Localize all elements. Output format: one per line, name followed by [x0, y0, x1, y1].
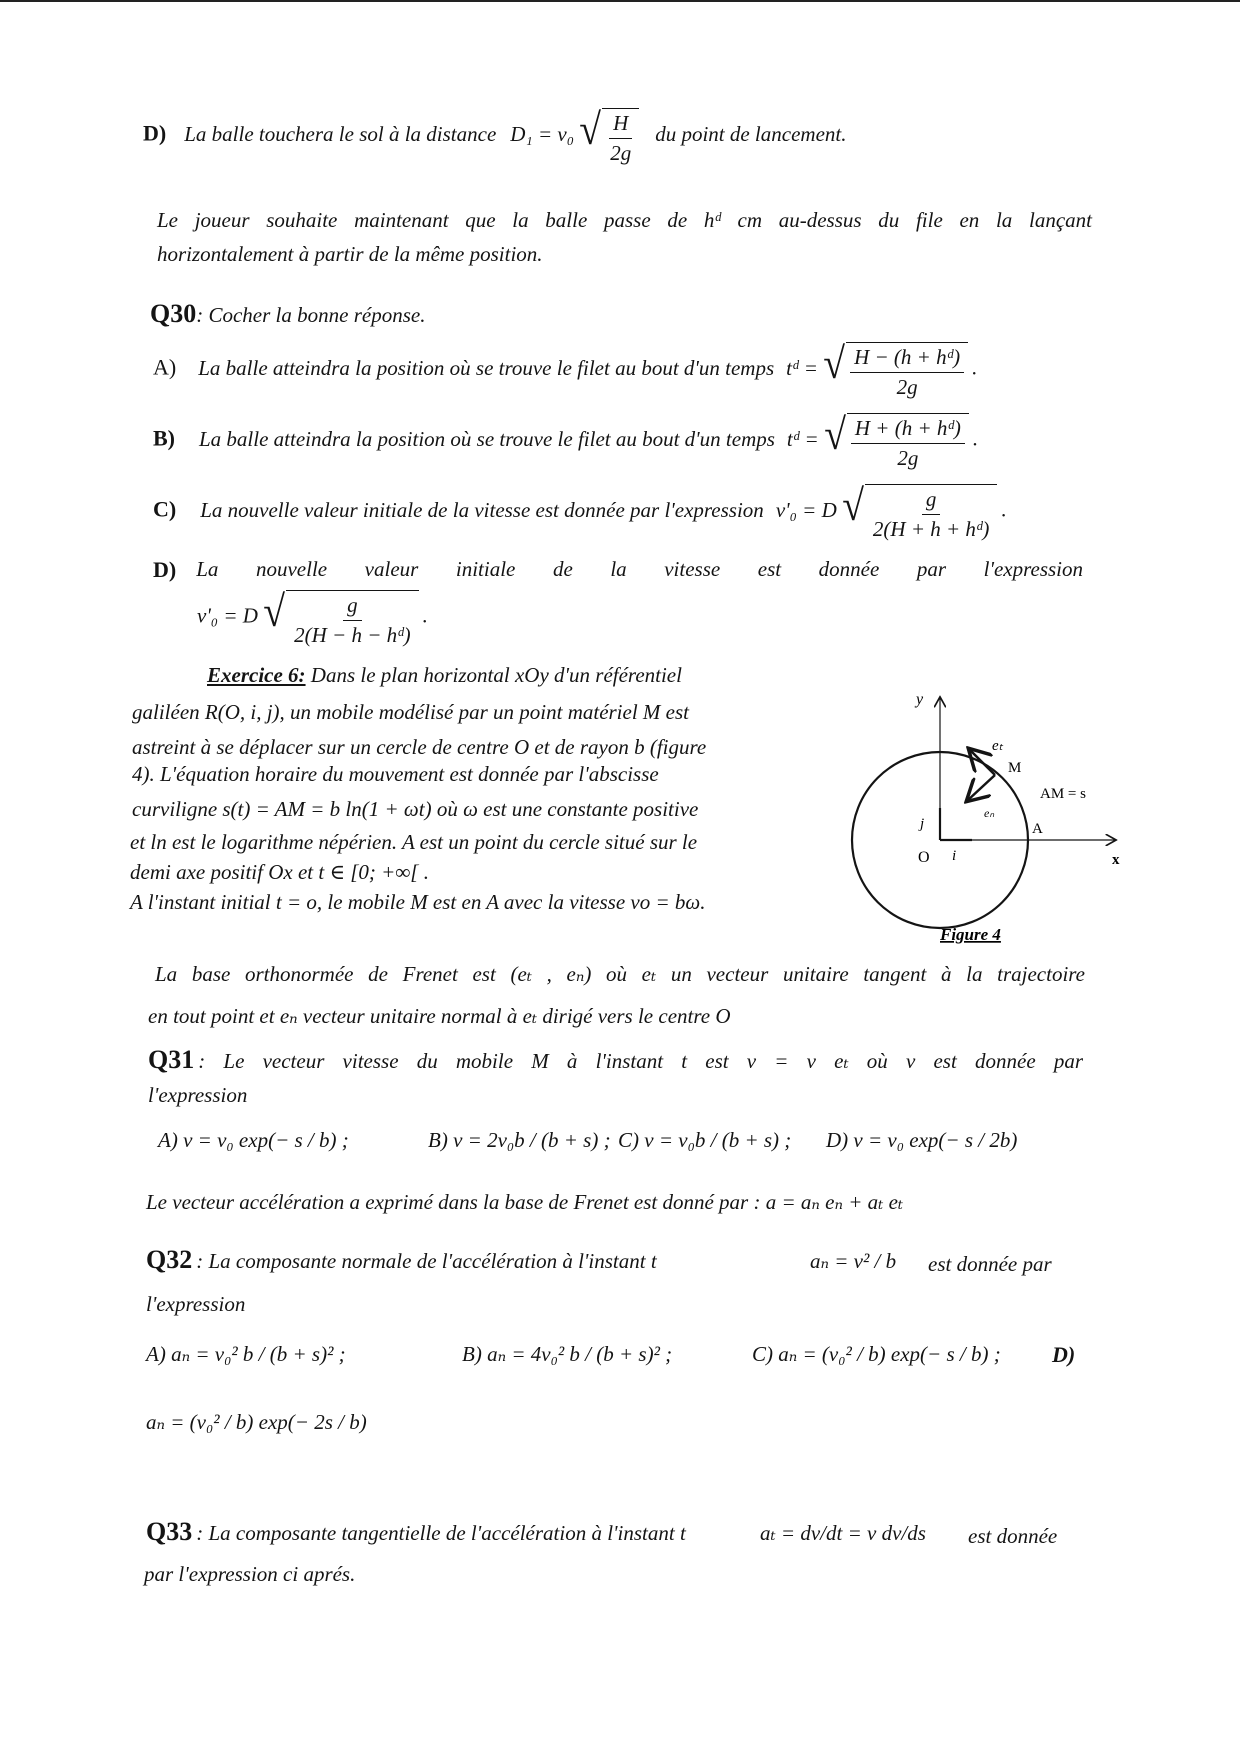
option-text-after: du point de lancement.: [655, 121, 847, 146]
formula-lhs: tᵈ =: [786, 426, 819, 451]
q29-option-d: [143, 105, 847, 166]
q33-tail: est donnée: [968, 1524, 1058, 1548]
formula-denominator: 2g: [610, 141, 632, 165]
question-text: : La composante tangentielle de l'accélération à l'instant t: [196, 1521, 686, 1545]
label-a: A: [1032, 821, 1043, 837]
formula-denominator: 2g: [896, 375, 918, 399]
q30-option-d-formula: v'₀ = D √ $\frac{g}{\text{2(H − h − hᵈ)}}$ .: [197, 587, 428, 647]
option-label: B): [153, 425, 175, 451]
q33-heading: [146, 1517, 686, 1547]
q30-option-d: [153, 557, 1083, 583]
intro-line-1: Le joueur souhaite maintenant que la balle passe de hᵈ cm au-dessus du file en la lançant: [157, 208, 1092, 232]
formula-denominator: 2(H + h + hᵈ): [872, 517, 990, 541]
label-m: M: [1008, 760, 1022, 776]
q31-heading: [148, 1045, 1083, 1075]
q30-option-a: A) La balle atteindra la position où se trouve le filet au bout d'un temps tᵈ = √ $\frac{\text{H − (h + hᵈ)}}{2g}$ .: [153, 339, 978, 399]
sqrt-formula: √ $\frac{g}{\text{2(H + h + hᵈ)}}$: [841, 484, 998, 542]
formula-lhs: tᵈ =: [786, 355, 818, 380]
frenet-paragraph: [155, 962, 1085, 987]
exercise-line-2: galiléen R(O, i, j), un mobile modélisé par un point matériel M est: [132, 700, 689, 724]
q30-option-b: B) La balle atteindra la position où se trouve le filet au bout d'un temps tᵈ = √ $\frac{\text{H + (h + hᵈ)}}{2g}$ .: [153, 410, 979, 470]
exercise6-title-line: [207, 663, 682, 688]
sqrt-formula: √ $\frac{\text{H + (h + hᵈ)}}{2g}$: [823, 413, 969, 471]
question-number: Q30: [150, 299, 197, 328]
sqrt-formula: √ $\frac{g}{\text{2(H − h − hᵈ)}}$: [262, 590, 419, 648]
exercise-title: Exercice 6:: [207, 663, 306, 687]
q31-option-a: A) v = v₀ exp(− s / b) ;: [158, 1128, 349, 1152]
formula-numerator: H: [609, 111, 632, 139]
normal-vector-en: [968, 775, 995, 800]
q32-option-d-label: D): [1052, 1342, 1076, 1367]
frenet-line-2: en tout point et eₙ vecteur unitaire normal à eₜ dirigé vers le centre O: [148, 1004, 731, 1028]
q33-line-2: par l'expression ci aprés.: [144, 1562, 356, 1586]
q32-heading: [146, 1245, 657, 1275]
formula-numerator: H + (h + hᵈ): [851, 416, 965, 444]
option-text: La balle touchera le sol à la distance: [184, 121, 497, 146]
formula-lhs: v'₀ = D: [197, 603, 258, 628]
question-number: Q32: [146, 1245, 193, 1274]
label-j: j: [920, 816, 925, 832]
q32-option-a: A) aₙ = v₀² b / (b + s)² ;: [146, 1342, 346, 1366]
q31-option-b: B) v = 2v₀b / (b + s) ;: [428, 1128, 611, 1152]
q32-option-b: B) aₙ = 4v₀² b / (b + s)² ;: [462, 1342, 673, 1366]
label-et: eₜ: [992, 738, 1004, 754]
option-text: La nouvelle valeur initiale de la vitesse est donnée par l'expression: [200, 497, 764, 522]
label-o: O: [918, 849, 930, 866]
formula-numerator: g: [922, 487, 941, 515]
label-x: x: [1112, 852, 1120, 868]
top-border-line: [0, 0, 1240, 2]
exercise-line-1: Dans le plan horizontal xOy d'un référentiel: [310, 663, 682, 687]
label-en: eₙ: [984, 806, 995, 820]
frenet-line-1: La base orthonormée de Frenet est (eₜ , eₙ) où eₜ un vecteur unitaire tangent à la trajectoire: [155, 962, 1085, 986]
exercise-line-7: demi axe positif Ox et t ∈ [0; +∞[ .: [130, 860, 429, 884]
q31-line-2: l'expression: [148, 1083, 248, 1107]
intro-line-2: horizontalement à partir de la même position.: [157, 242, 543, 266]
q31-option-d: D) v = v₀ exp(− s / 2b): [826, 1128, 1018, 1152]
question-prompt: : Cocher la bonne réponse.: [196, 303, 426, 327]
option-label: D): [153, 557, 177, 582]
sqrt-formula: √ $\frac{\text{H − (h + hᵈ)}}{2g}$: [822, 342, 968, 400]
formula-lhs: v'₀ = D: [775, 497, 837, 522]
q32-tail: est donnée par: [928, 1252, 1052, 1276]
option-label: D): [143, 120, 167, 146]
q32-line-2: l'expression: [146, 1292, 246, 1316]
exercise-line-6: et ln est le logarithme népérien. A est un point du cercle situé sur le: [130, 830, 698, 854]
exercise-line-5: curviligne s(t) = AM = b ln(1 + ωt) où ω est une constante positive: [132, 797, 699, 821]
formula-numerator: H − (h + hᵈ): [850, 345, 964, 373]
option-text: La nouvelle valeur initiale de la vitesse est donnée par l'expression: [196, 557, 1083, 581]
q32-option-d: aₙ = (v₀² / b) exp(− 2s / b): [146, 1410, 367, 1434]
q31-option-c: C) v = v₀b / (b + s) ;: [618, 1128, 792, 1152]
question-number: Q33: [146, 1517, 193, 1546]
acceleration-paragraph: Le vecteur accélération a exprimé dans la base de Frenet est donné par : a = aₙ eₙ + aₜ eₜ: [146, 1190, 904, 1214]
question-number: Q31: [148, 1045, 195, 1074]
exercise-line-8: A l'instant initial t = o, le mobile M est en A avec la vitesse vo = bω.: [130, 890, 706, 914]
q32-option-c: C) aₙ = (v₀² / b) exp(− s / b) ;: [752, 1342, 1001, 1366]
label-y: y: [916, 691, 924, 708]
option-label: A): [153, 354, 177, 380]
figure-4-diagram: [840, 690, 1130, 960]
question-text: : Le vecteur vitesse du mobile M à l'instant t est v = v eₜ où v est donnée par: [198, 1049, 1083, 1073]
label-am: AM = s: [1040, 786, 1086, 802]
sqrt-formula: √ $\frac{H}{2g}$: [578, 108, 639, 166]
q30-heading: [150, 299, 425, 329]
option-text: La balle atteindra la position où se trouve le filet au bout d'un temps: [199, 426, 775, 451]
exercise-line-3: astreint à se déplacer sur un cercle de centre O et de rayon b (figure: [132, 735, 707, 759]
formula-numerator: g: [343, 593, 362, 621]
formula-lhs: D₁ = v₀: [510, 121, 575, 146]
q33-formula: aₜ = dv/dt = v dv/ds: [760, 1521, 926, 1545]
option-label: C): [153, 496, 177, 522]
exercise-line-4: 4). L'équation horaire du mouvement est donnée par l'abscisse: [132, 762, 659, 786]
label-i: i: [952, 848, 957, 864]
formula-denominator: 2g: [897, 446, 919, 470]
intro-paragraph: [157, 208, 1092, 233]
q30-option-c: C) La nouvelle valeur initiale de la vitesse est donnée par l'expression v'₀ = D √ $\frac{g}{\text{2(H + h + hᵈ)}}$ .: [153, 481, 1007, 541]
question-text: : La composante normale de l'accélération à l'instant t: [196, 1249, 657, 1273]
figure-caption: Figure 4: [940, 925, 1001, 944]
formula-denominator: 2(H − h − hᵈ): [294, 623, 411, 647]
q32-formula: aₙ = v² / b: [810, 1249, 897, 1273]
option-text: La balle atteindra la position où se trouve le filet au bout d'un temps: [198, 355, 775, 380]
